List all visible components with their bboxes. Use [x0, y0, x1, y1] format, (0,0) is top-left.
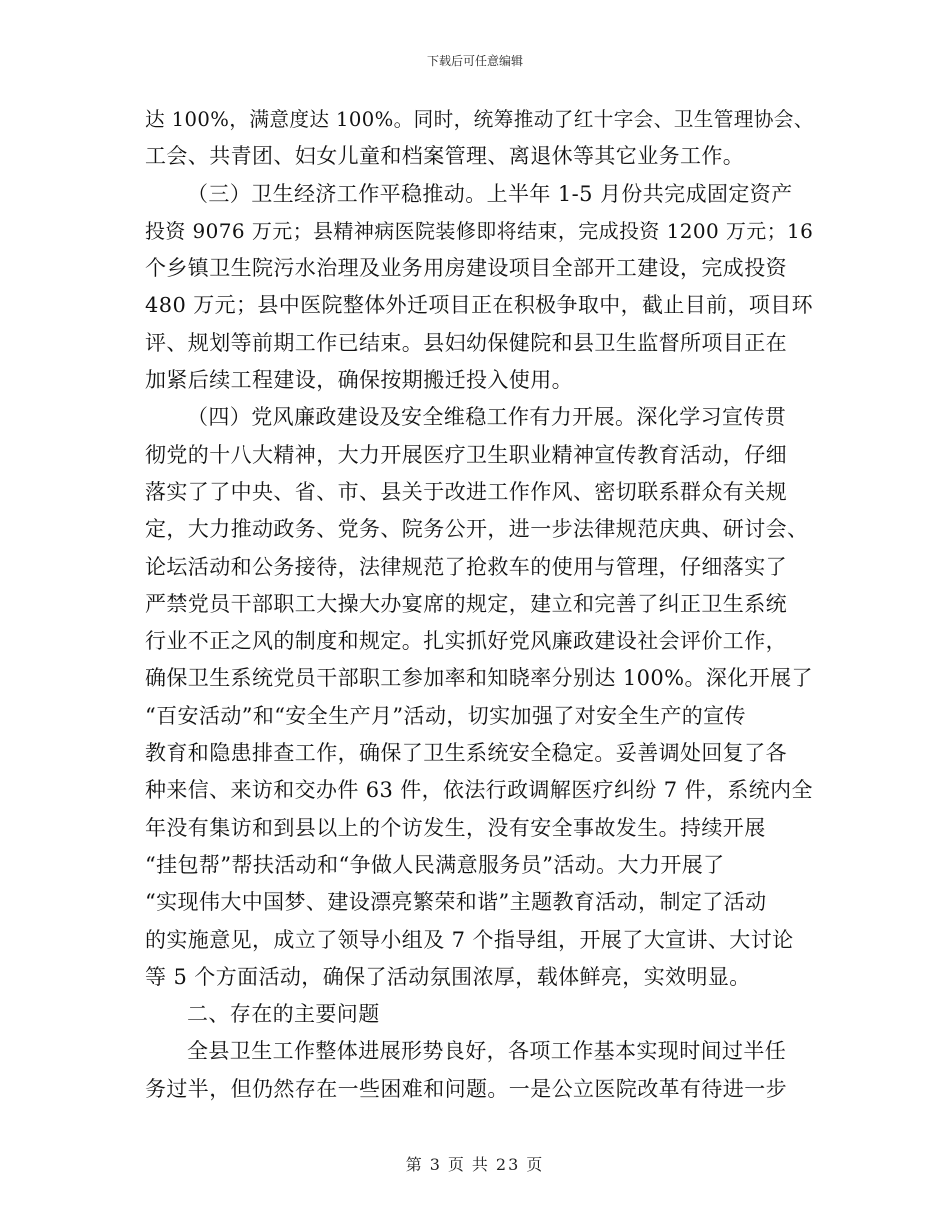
body-line: “挂包帮”帮扶活动和“争做人民满意服务员”活动。大力开展了 — [145, 852, 725, 877]
footer-total-unit: 页 — [526, 1155, 545, 1174]
body-line: 论坛活动和公务接待，法律规范了抢救车的使用与管理，仔细落实了 — [145, 554, 787, 579]
body-line: 评、规划等前期工作已结束。县妇幼保健院和县卫生监督所项目正在 — [145, 330, 787, 355]
body-line: 达 100%，满意度达 100%。同时，统筹推动了红十字会、卫生管理协会、 — [145, 108, 814, 131]
document-body — [145, 101, 813, 1108]
page-footer — [0, 1152, 950, 1175]
body-line: “百安活动”和“安全生产月”活动，切实加强了对安全生产的宣传 — [145, 703, 746, 728]
body-line: 的实施意见，成立了领导小组及 7 个指导组，开展了大宣讲、大讨论 — [145, 927, 794, 952]
body-line: 投资 9076 万元；县精神病医院装修即将结束，完成投资 1200 万元；16 — [145, 218, 814, 243]
body-line: 确保卫生系统党员干部职工参加率和知晓率分别达 100%。深化开展了 — [145, 666, 813, 691]
footer-page-unit: 页 — [447, 1155, 466, 1174]
footer-page-label: 第 — [405, 1155, 424, 1174]
section-heading-line: （三）卫生经济工作平稳推动。上半年 1-5 月份共完成固定资产 — [187, 181, 793, 206]
page-header-note: 下载后可任意编辑 — [426, 54, 523, 68]
body-line: 彻党的十八大精神，大力开展医疗卫生职业精神宣传教育活动，仔细 — [145, 442, 787, 467]
body-line: 教育和隐患排查工作，确保了卫生系统安全稳定。妥善调处回复了各 — [145, 741, 787, 766]
body-line: 全县卫生工作整体进展形势良好，各项工作基本实现时间过半任 — [187, 1039, 787, 1064]
footer-total-pages: 23 — [495, 1155, 521, 1174]
body-line: 务过半，但仍然存在一些困难和问题。一是公立医院改革有待进一步 — [145, 1076, 787, 1101]
body-line: 工会、共青团、妇女儿童和档案管理、离退休等其它业务工作。 — [145, 144, 745, 169]
section-title: 二、存在的主要问题 — [187, 1002, 380, 1027]
section-heading-line: （四）党风廉政建设及安全维稳工作有力开展。深化学习宣传贯 — [187, 405, 787, 430]
body-line: 定，大力推动政务、党务、院务公开，进一步法律规范庆典、研讨会、 — [145, 517, 809, 542]
body-line: “实现伟大中国梦、建设漂亮繁荣和谐”主题教育活动，制定了活动 — [145, 890, 767, 915]
body-line: 落实了了中央、省、市、县关于改进工作作风、密切联系群众有关规 — [145, 479, 787, 504]
footer-total-label: 共 — [471, 1155, 490, 1174]
footer-current-page: 3 — [429, 1155, 442, 1174]
body-line: 行业不正之风的制度和规定。扎实抓好党风廉政建设社会评价工作， — [145, 629, 787, 654]
body-line: 加紧后续工程建设，确保按期搬迁投入使用。 — [145, 368, 573, 393]
body-line: 年没有集访和到县以上的个访发生，没有安全事故发生。持续开展 — [145, 815, 766, 840]
body-line: 严禁党员干部职工大操大办宴席的规定，建立和完善了纠正卫生系统 — [145, 591, 787, 616]
body-line: 种来信、来访和交办件 63 件，依法行政调解医疗纠纷 7 件，系统内全 — [145, 778, 813, 803]
body-line: 480 万元；县中医院整体外迁项目正在积极争取中，截止目前，项目环 — [145, 293, 813, 318]
body-line: 个乡镇卫生院污水治理及业务用房建设项目全部开工建设，完成投资 — [145, 256, 787, 281]
body-line: 等 5 个方面活动，确保了活动氛围浓厚，载体鲜亮，实效明显。 — [145, 964, 751, 989]
